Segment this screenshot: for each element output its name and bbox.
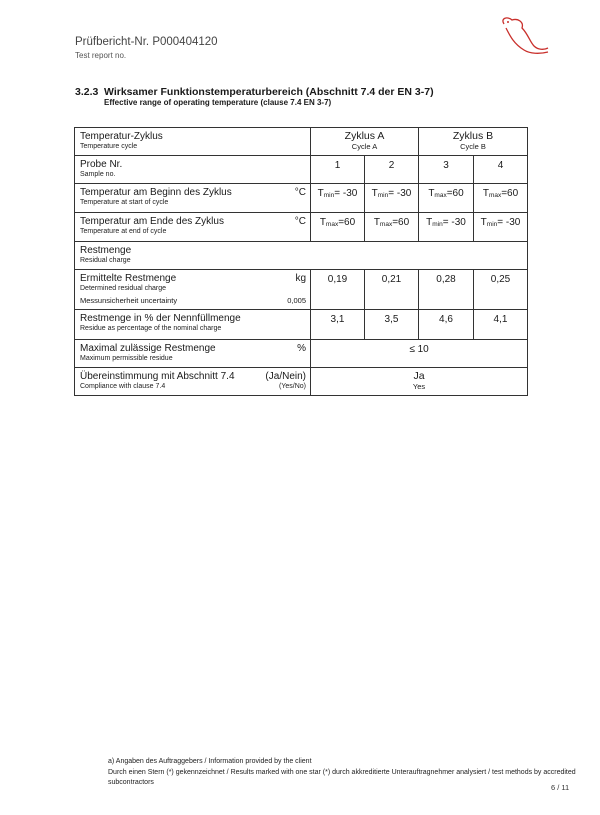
max-residue-unit: % xyxy=(297,343,306,354)
sample-4: 4 xyxy=(474,156,528,184)
cycle-a-label-en: Cycle A xyxy=(351,142,378,151)
percent-2: 3,5 xyxy=(365,310,419,340)
temp-end-2: $T_{max}=60$ xyxy=(365,213,419,242)
table-row xyxy=(75,184,528,213)
determined-3: 0,28 xyxy=(419,270,474,310)
temp-start-label-cell xyxy=(75,184,311,213)
cycle-a-label: Zyklus A xyxy=(344,130,385,142)
temp-end-label: Temperatur am Ende des Zyklus xyxy=(80,216,224,227)
sample-label: Probe Nr. xyxy=(80,159,123,170)
table-row xyxy=(75,340,528,368)
company-logo-icon xyxy=(494,14,552,58)
cycle-label: Temperatur-Zyklus xyxy=(80,131,163,142)
temp-start-3: $T_{max}=60$ xyxy=(419,184,474,213)
uncertainty-label: Messunsicherheit uncertainty xyxy=(80,296,178,305)
temp-start-unit: °C xyxy=(294,187,306,198)
table-row xyxy=(75,310,528,340)
temp-start-1: $T_{min}= -30$ xyxy=(311,184,365,213)
sample-label-en: Sample no. xyxy=(80,171,116,178)
cycle-b-label: Zyklus B xyxy=(452,130,494,142)
sample-label-cell xyxy=(75,156,311,184)
residual-header-cell xyxy=(75,242,528,270)
temp-start-4: $T_{max}=60$ xyxy=(474,184,528,213)
sample-3: 3 xyxy=(419,156,474,184)
compliance-label: Übereinstimmung mit Abschnitt 7.4 xyxy=(80,371,235,382)
percent-3: 4,6 xyxy=(419,310,474,340)
test-results-table xyxy=(74,127,528,396)
uncertainty-value: 0,005 xyxy=(287,296,306,305)
cycle-label-cell xyxy=(75,128,311,156)
determined-4: 0,25 xyxy=(474,270,528,310)
temp-end-1: $T_{max}=60$ xyxy=(311,213,365,242)
report-number: Prüfbericht-Nr. P000404120 xyxy=(75,36,218,48)
determined-label-cell xyxy=(75,270,311,310)
footnote-accreditation: Durch einen Stern (*) gekennzeichnet / Results marked with one star (*) durch akkreditierte Unterauftragnehmer analysiert / test methods by accredited subcontractors xyxy=(108,769,576,786)
determined-label: Ermittelte Restmenge xyxy=(80,273,177,284)
compliance-unit: (Ja/Nein) xyxy=(265,371,306,382)
compliance-value: Ja xyxy=(413,370,425,382)
percent-label-cell xyxy=(75,310,311,340)
report-number-en: Test report no. xyxy=(75,51,127,60)
temp-end-unit: °C xyxy=(294,216,306,227)
percent-4: 4,1 xyxy=(474,310,528,340)
determined-1: 0,19 xyxy=(311,270,365,310)
determined-label-en: Determined residual charge xyxy=(80,285,166,292)
compliance-value-cell xyxy=(311,368,528,396)
sample-1: 1 xyxy=(311,156,365,184)
table-row xyxy=(75,213,528,242)
section-title-en: Effective range of operating temperature (clause 7.4 EN 3-7) xyxy=(104,98,332,107)
cycle-b-label-en: Cycle B xyxy=(460,142,486,151)
table-row xyxy=(75,270,528,310)
max-residue-label-cell xyxy=(75,340,311,368)
residual-label: Restmenge xyxy=(80,245,132,256)
temp-start-2: $T_{min}= -30$ xyxy=(365,184,419,213)
percent-1: 3,1 xyxy=(311,310,365,340)
table-row xyxy=(75,128,528,156)
section-number: 3.2.3 xyxy=(75,86,99,98)
temp-start-label-en: Temperature at start of cycle xyxy=(80,199,169,206)
table-row xyxy=(75,368,528,396)
sample-2: 2 xyxy=(365,156,419,184)
determined-2: 0,21 xyxy=(365,270,419,310)
footnote-client: a) Angaben des Auftraggebers / Information provided by the client xyxy=(108,758,312,765)
max-residue-label: Maximal zulässige Restmenge xyxy=(80,343,216,354)
residual-label-en: Residual charge xyxy=(80,257,131,264)
compliance-label-en: Compliance with clause 7.4 xyxy=(80,383,166,390)
temp-end-label-en: Temperature at end of cycle xyxy=(80,228,167,235)
max-residue-label-en: Maximum permissible residue xyxy=(80,355,173,362)
determined-unit: kg xyxy=(295,273,306,284)
temp-end-3: $T_{min}= -30$ xyxy=(419,213,474,242)
section-title: Wirksamer Funktionstemperaturbereich (Abschnitt 7.4 der EN 3-7) xyxy=(104,86,434,98)
percent-label-en: Residue as percentage of the nominal charge xyxy=(80,325,222,332)
max-residue-value: ≤ 10 xyxy=(311,340,528,368)
compliance-label-cell xyxy=(75,368,311,396)
cycle-label-en: Temperature cycle xyxy=(80,143,138,150)
cycle-a-header xyxy=(311,128,419,156)
temp-end-4: $T_{min}= -30$ xyxy=(474,213,528,242)
page-number: 6 / 11 xyxy=(551,783,570,792)
table-row xyxy=(75,242,528,270)
percent-label: Restmenge in % der Nennfüllmenge xyxy=(80,313,241,324)
table-row xyxy=(75,156,528,184)
temp-end-label-cell xyxy=(75,213,311,242)
cycle-b-header xyxy=(419,128,528,156)
compliance-value-en: Yes xyxy=(412,382,426,391)
temp-start-label: Temperatur am Beginn des Zyklus xyxy=(80,187,232,198)
compliance-unit-en: (Yes/No) xyxy=(279,383,306,390)
